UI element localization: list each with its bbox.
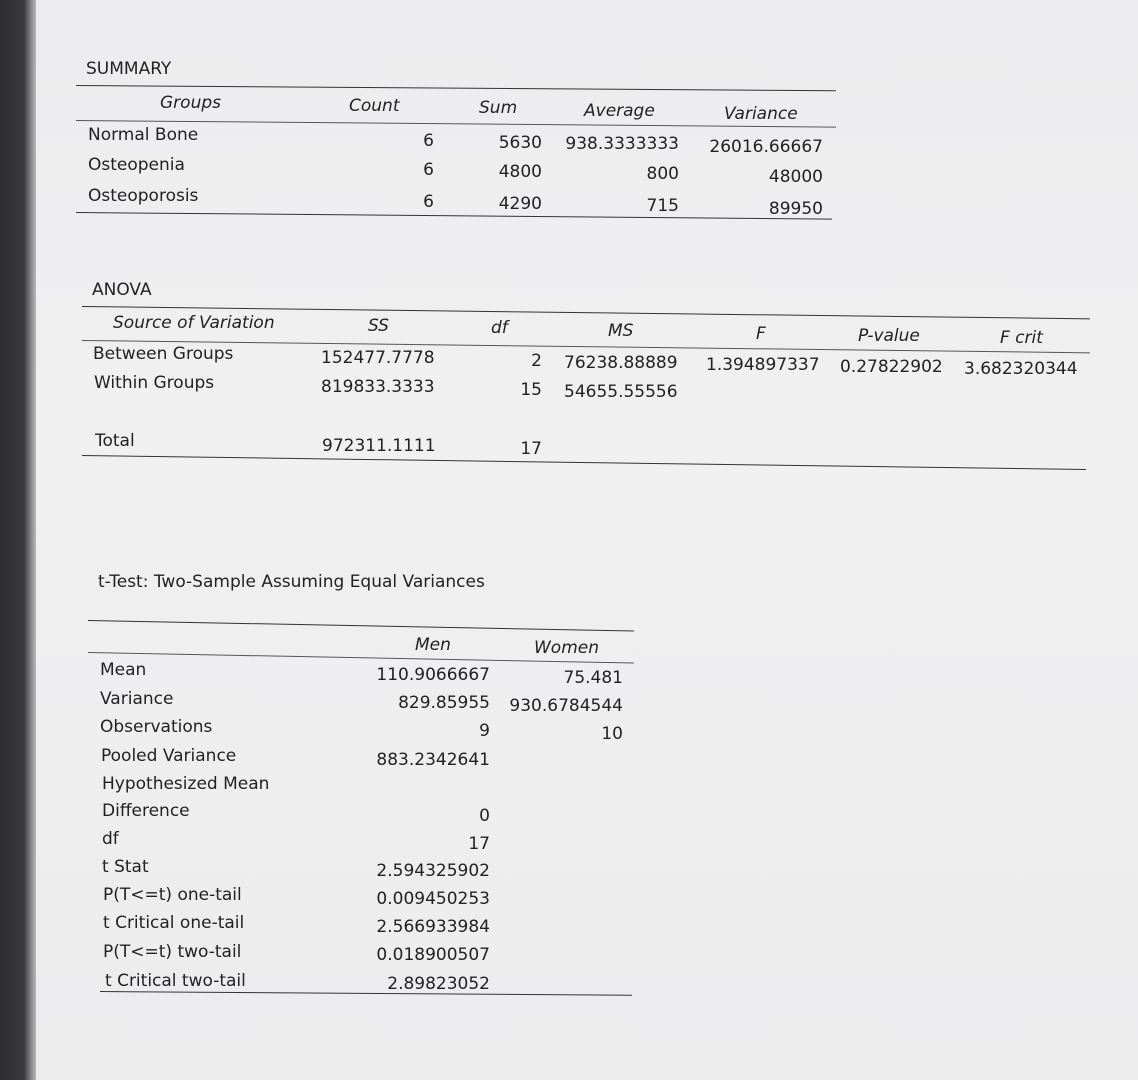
anova-header-ss: SS xyxy=(368,316,389,336)
summary-header-average: Average xyxy=(584,101,655,121)
ttest-df-value: 17 xyxy=(468,834,490,854)
anova-header-pvalue: P-value xyxy=(858,326,920,346)
summary-row-count: 6 xyxy=(423,192,434,212)
ttest-observations-women: 10 xyxy=(601,724,623,744)
anova-within-ss: 819833.3333 xyxy=(321,377,435,397)
ttest-mean-women: 75.481 xyxy=(563,668,623,688)
summary-row-average: 938.3333333 xyxy=(565,134,679,154)
anova-between-label: Between Groups xyxy=(93,344,234,364)
ttest-hyp-label: Hypothesized Mean xyxy=(102,774,270,794)
summary-row-group: Osteoporosis xyxy=(88,186,199,206)
anova-bottom-border xyxy=(82,455,1086,470)
summary-header-variance: Variance xyxy=(724,104,798,124)
summary-header-count: Count xyxy=(349,96,400,116)
ttest-variance-label: Variance xyxy=(100,689,174,709)
spreadsheet-page xyxy=(36,0,1138,1080)
ttest-observations-men: 9 xyxy=(479,721,490,741)
anova-total-ss: 972311.1111 xyxy=(322,436,436,456)
anova-title: ANOVA xyxy=(92,280,152,300)
summary-row-average: 800 xyxy=(646,164,679,184)
summary-header-sum: Sum xyxy=(479,98,518,118)
ttest-pooled-label: Pooled Variance xyxy=(101,746,237,766)
summary-row-variance: 26016.66667 xyxy=(709,137,823,157)
ttest-p-two-label: P(T<=t) two-tail xyxy=(103,942,242,962)
ttest-tstat-value: 2.594325902 xyxy=(376,861,490,881)
anova-within-df: 15 xyxy=(520,380,542,400)
ttest-mean-label: Mean xyxy=(100,660,147,680)
ttest-variance-women: 930.6784544 xyxy=(509,696,623,716)
anova-header-f: F xyxy=(756,324,766,344)
anova-total-label: Total xyxy=(95,431,135,451)
anova-within-label: Within Groups xyxy=(94,373,215,393)
summary-row-sum: 5630 xyxy=(498,133,542,153)
anova-between-ss: 152477.7778 xyxy=(321,348,435,368)
anova-header-df: df xyxy=(491,318,508,338)
ttest-hyp-label-cont: Difference xyxy=(102,801,190,821)
anova-total-df: 17 xyxy=(520,439,542,459)
summary-title: SUMMARY xyxy=(86,59,172,79)
ttest-pooled-men: 883.2342641 xyxy=(376,750,490,770)
ttest-tcrit-two-label: t Critical two-tail xyxy=(105,971,246,991)
summary-row-variance: 89950 xyxy=(768,199,823,219)
ttest-tcrit-two-value: 2.89823052 xyxy=(387,974,490,994)
ttest-header-women: Women xyxy=(534,638,600,658)
anova-between-ms: 76238.88889 xyxy=(564,353,678,373)
summary-row-group: Osteopenia xyxy=(88,155,185,175)
ttest-top-border xyxy=(88,620,634,631)
summary-row-count: 6 xyxy=(423,131,434,151)
anova-header-source: Source of Variation xyxy=(113,313,275,333)
ttest-p-one-label: P(T<=t) one-tail xyxy=(103,885,242,905)
ttest-observations-label: Observations xyxy=(100,717,213,737)
anova-between-pvalue: 0.27822902 xyxy=(840,357,943,377)
summary-row-count: 6 xyxy=(423,160,434,180)
anova-between-fcrit: 3.682320344 xyxy=(964,359,1078,379)
ttest-hyp-value: 0 xyxy=(479,806,490,826)
ttest-tcrit-one-label: t Critical one-tail xyxy=(103,913,245,933)
anova-within-ms: 54655.55556 xyxy=(564,382,678,402)
anova-header-fcrit: F crit xyxy=(1000,328,1043,348)
anova-between-f: 1.394897337 xyxy=(706,355,820,375)
summary-top-border xyxy=(76,85,836,91)
ttest-tstat-label: t Stat xyxy=(102,857,149,877)
summary-row-sum: 4290 xyxy=(498,194,542,214)
ttest-mean-men: 110.9066667 xyxy=(376,665,490,685)
ttest-df-label: df xyxy=(102,829,119,849)
anova-header-ms: MS xyxy=(608,321,634,341)
summary-row-sum: 4800 xyxy=(498,162,542,182)
anova-between-df: 2 xyxy=(531,351,542,371)
ttest-p-two-value: 0.018900507 xyxy=(376,945,490,965)
ttest-header-men: Men xyxy=(415,635,451,655)
ttest-variance-men: 829.85955 xyxy=(398,693,490,713)
summary-row-average: 715 xyxy=(646,196,679,216)
summary-row-variance: 48000 xyxy=(768,167,823,187)
summary-row-group: Normal Bone xyxy=(88,125,199,145)
ttest-tcrit-one-value: 2.566933984 xyxy=(376,917,490,937)
ttest-title: t-Test: Two-Sample Assuming Equal Variances xyxy=(98,572,485,592)
ttest-p-one-value: 0.009450253 xyxy=(376,889,490,909)
summary-header-groups: Groups xyxy=(160,93,221,113)
